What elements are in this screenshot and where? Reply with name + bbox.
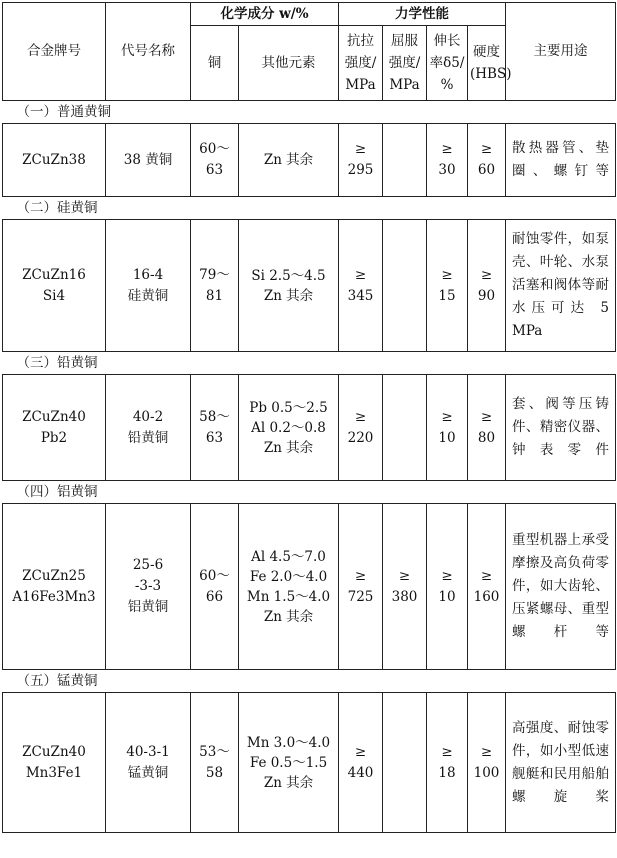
header-elong: 伸长 率δ5/ % xyxy=(427,26,468,101)
cell-other: Al 4.5～7.0 Fe 2.0～4.0 Mn 1.5～4.0 Zn 其余 xyxy=(239,504,339,670)
cell-yield: ≥ 380 xyxy=(383,504,427,670)
cell-copper: 53～ 58 xyxy=(191,693,239,833)
table-row xyxy=(3,504,616,670)
cell-hardness: ≥ 160 xyxy=(468,504,506,670)
header-other: 其他元素 xyxy=(239,26,339,101)
cell-tensile: ≥ 440 xyxy=(339,693,383,833)
header-copper: 铜 xyxy=(191,26,239,101)
cell-hardness: ≥ 80 xyxy=(468,375,506,481)
cell-tensile: ≥ 220 xyxy=(339,375,383,481)
cell-other: Pb 0.5～2.5 Al 0.2～0.8 Zn 其余 xyxy=(239,375,339,481)
cell-yield xyxy=(383,220,427,352)
cell-code: 25-6 -3-3 铝黄铜 xyxy=(106,504,191,670)
cell-grade: ZCuZn38 xyxy=(3,124,106,197)
table-row xyxy=(3,124,616,197)
cell-tensile: ≥ 725 xyxy=(339,504,383,670)
cell-elong: ≥ 10 xyxy=(427,504,468,670)
cell-other: Zn 其余 xyxy=(239,124,339,197)
cell-copper: 60～ 63 xyxy=(191,124,239,197)
header-use: 主要用途 xyxy=(506,3,616,101)
header-mech: 力学性能 xyxy=(339,3,506,26)
cell-other: Mn 3.0～4.0 Fe 0.5～1.5 Zn 其余 xyxy=(239,693,339,833)
cell-use: 散热器管、垫圈、螺钉等 xyxy=(506,124,616,197)
cell-tensile: ≥ 295 xyxy=(339,124,383,197)
brass-alloy-table xyxy=(2,2,616,833)
table-row xyxy=(3,693,616,833)
cell-grade: ZCuZn16 Si4 xyxy=(3,220,106,352)
header-grade: 合金牌号 xyxy=(3,3,106,101)
cell-elong: ≥ 15 xyxy=(427,220,468,352)
cell-yield xyxy=(383,693,427,833)
cell-copper: 79～ 81 xyxy=(191,220,239,352)
cell-elong: ≥ 10 xyxy=(427,375,468,481)
cell-code: 38 黄铜 xyxy=(106,124,191,197)
cell-grade: ZCuZn40 Mn3Fe1 xyxy=(3,693,106,833)
cell-hardness: ≥ 60 xyxy=(468,124,506,197)
cell-code: 40-3-1 锰黄铜 xyxy=(106,693,191,833)
cell-use: 套、阀等压铸件、精密仪器、钟表零件 xyxy=(506,375,616,481)
cell-use: 耐蚀零件，如泵壳、叶轮、水泵活塞和阀体等耐水压可达 5 MPa xyxy=(506,220,616,352)
cell-copper: 58～ 63 xyxy=(191,375,239,481)
group-title: （三）铅黄铜 xyxy=(3,352,616,375)
cell-yield xyxy=(383,124,427,197)
group-title: （五）锰黄铜 xyxy=(3,670,616,693)
group-title: （四）铝黄铜 xyxy=(3,481,616,504)
header-chem: 化学成分 w/% xyxy=(191,3,339,26)
cell-hardness: ≥ 100 xyxy=(468,693,506,833)
cell-hardness: ≥ 90 xyxy=(468,220,506,352)
header-hardness: 硬度 (HBS) xyxy=(468,26,506,101)
group-title: （二）硅黄铜 xyxy=(3,197,616,220)
header-code-name: 代号名称 xyxy=(106,3,191,101)
cell-use: 重型机器上承受摩擦及高负荷零件，如大齿轮、压紧螺母、重型螺杆等 xyxy=(506,504,616,670)
group-title: （一）普通黄铜 xyxy=(3,101,616,124)
cell-yield xyxy=(383,375,427,481)
cell-grade: ZCuZn25 A16Fe3Mn3 xyxy=(3,504,106,670)
cell-other: Si 2.5～4.5 Zn 其余 xyxy=(239,220,339,352)
cell-grade: ZCuZn40 Pb2 xyxy=(3,375,106,481)
header-yield: 屈服 强度/ MPa xyxy=(383,26,427,101)
table-row xyxy=(3,220,616,352)
table-row xyxy=(3,375,616,481)
cell-elong: ≥ 18 xyxy=(427,693,468,833)
cell-code: 40-2 铅黄铜 xyxy=(106,375,191,481)
cell-tensile: ≥ 345 xyxy=(339,220,383,352)
cell-code: 16-4 硅黄铜 xyxy=(106,220,191,352)
cell-copper: 60～66 xyxy=(191,504,239,670)
cell-elong: ≥ 30 xyxy=(427,124,468,197)
cell-use: 高强度、耐蚀零件，如小型低速舰艇和民用船舶螺旋桨 xyxy=(506,693,616,833)
header-tensile: 抗拉 强度/ MPa xyxy=(339,26,383,101)
